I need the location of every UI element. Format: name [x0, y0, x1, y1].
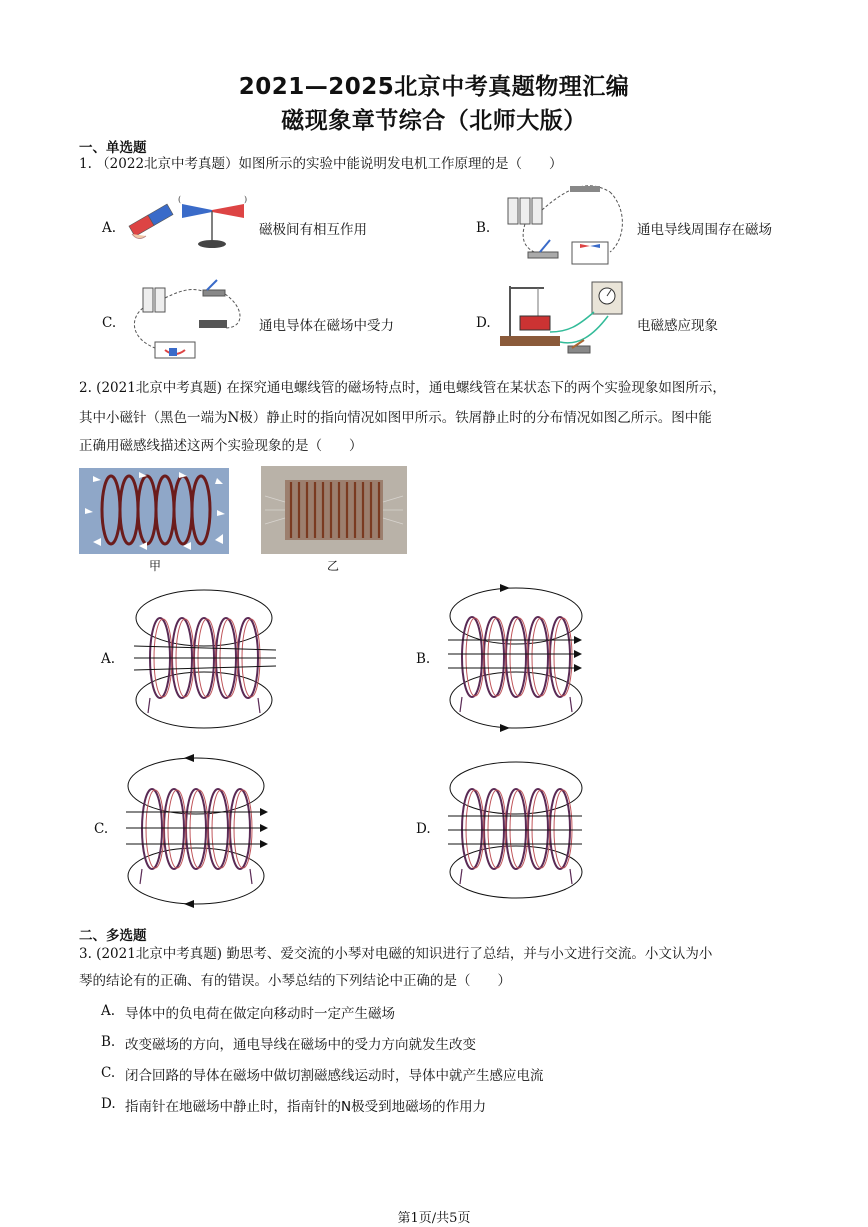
q2-option-c-diagram: [124, 752, 274, 910]
q2-option-b-letter: B.: [416, 651, 431, 667]
page-subtitle: 磁现象章节综合（北师大版）: [281, 108, 587, 134]
fig-caption-yi: 乙: [327, 559, 340, 573]
q2-option-c-letter: C.: [94, 821, 109, 837]
section-heading-multi: 二、多选题: [79, 928, 147, 944]
q3-option-b-text: 改变磁场的方向，通电导线在磁场中的受力方向就发生改变: [125, 1037, 476, 1053]
q3-option-c-text: 闭合回路的导体在磁场中做切割磁感线运动时，导体中就产生感应电流: [125, 1068, 544, 1084]
q1-stem: 1. （2022北京中考真题）如图所示的实验中能说明发电机工作原理的是（ ）: [79, 156, 563, 172]
q3-option-d-text: 指南针在地磁场中静止时，指南针的N极受到地磁场的作用力: [125, 1099, 487, 1115]
electromagnetic-induction-figure: [498, 276, 630, 358]
q1-option-d-text: 电磁感应现象: [637, 318, 718, 334]
q3-option-a-letter: A.: [101, 1003, 116, 1019]
q3-option-d-letter: D.: [101, 1096, 116, 1112]
q3-option-c-letter: C.: [101, 1065, 116, 1081]
q1-option-b-text: 通电导线周围存在磁场: [637, 222, 772, 238]
page-title: 2021—2025北京中考真题物理汇编: [238, 74, 630, 100]
section-heading-single: 一、单选题: [79, 140, 147, 156]
q2-option-d-diagram: [440, 756, 590, 906]
q1-option-c-text: 通电导体在磁场中受力: [259, 318, 394, 334]
svg-text:(: (: [178, 195, 182, 204]
q2-stem-line3: 正确用磁感线描述这两个实验现象的是（ ）: [79, 438, 363, 454]
q1-option-b-letter: B.: [476, 220, 491, 236]
svg-text:): ): [244, 195, 248, 204]
q2-option-a-diagram: [130, 588, 280, 730]
q3-option-a-text: 导体中的负电荷在做定向移动时一定产生磁场: [125, 1006, 395, 1022]
q1-option-c-letter: C.: [102, 315, 117, 331]
q2-option-d-letter: D.: [416, 821, 431, 837]
page-number: 第1页/共5页: [397, 1211, 471, 1226]
q2-stem-line1: 2. (2021北京中考真题) 在探究通电螺线管的磁场特点时，通电螺线管在某状态下的两个实验现象如图所示，: [79, 380, 726, 396]
motor-principle-figure: [125, 278, 255, 366]
photo-iron-filings: [261, 466, 407, 554]
fig-caption-jia: 甲: [149, 559, 162, 573]
q1-option-a-text: 磁极间有相互作用: [259, 222, 367, 238]
magnet-repel-figure: [122, 192, 252, 254]
oersted-experiment-figure: [500, 180, 630, 270]
q3-stem-line1: 3. (2021北京中考真题) 勤思考、爱交流的小琴对电磁的知识进行了总结，并与小文进行交流。小文认为小: [79, 946, 713, 962]
q1-option-d-letter: D.: [476, 315, 491, 331]
q2-option-b-diagram: [440, 584, 590, 732]
q3-stem-line2: 琴的结论有的正确、有的错误。小琴总结的下列结论中正确的是（ ）: [79, 973, 511, 989]
q3-option-b-letter: B.: [101, 1034, 116, 1050]
q1-option-a-letter: A.: [102, 220, 117, 236]
q2-option-a-letter: A.: [101, 651, 116, 667]
photo-compass-needles: [79, 468, 229, 554]
q2-stem-line2: 其中小磁针（黑色一端为N极）静止时的指向情况如图甲所示。铁屑静止时的分布情况如图乙所示。图中能: [79, 410, 712, 426]
